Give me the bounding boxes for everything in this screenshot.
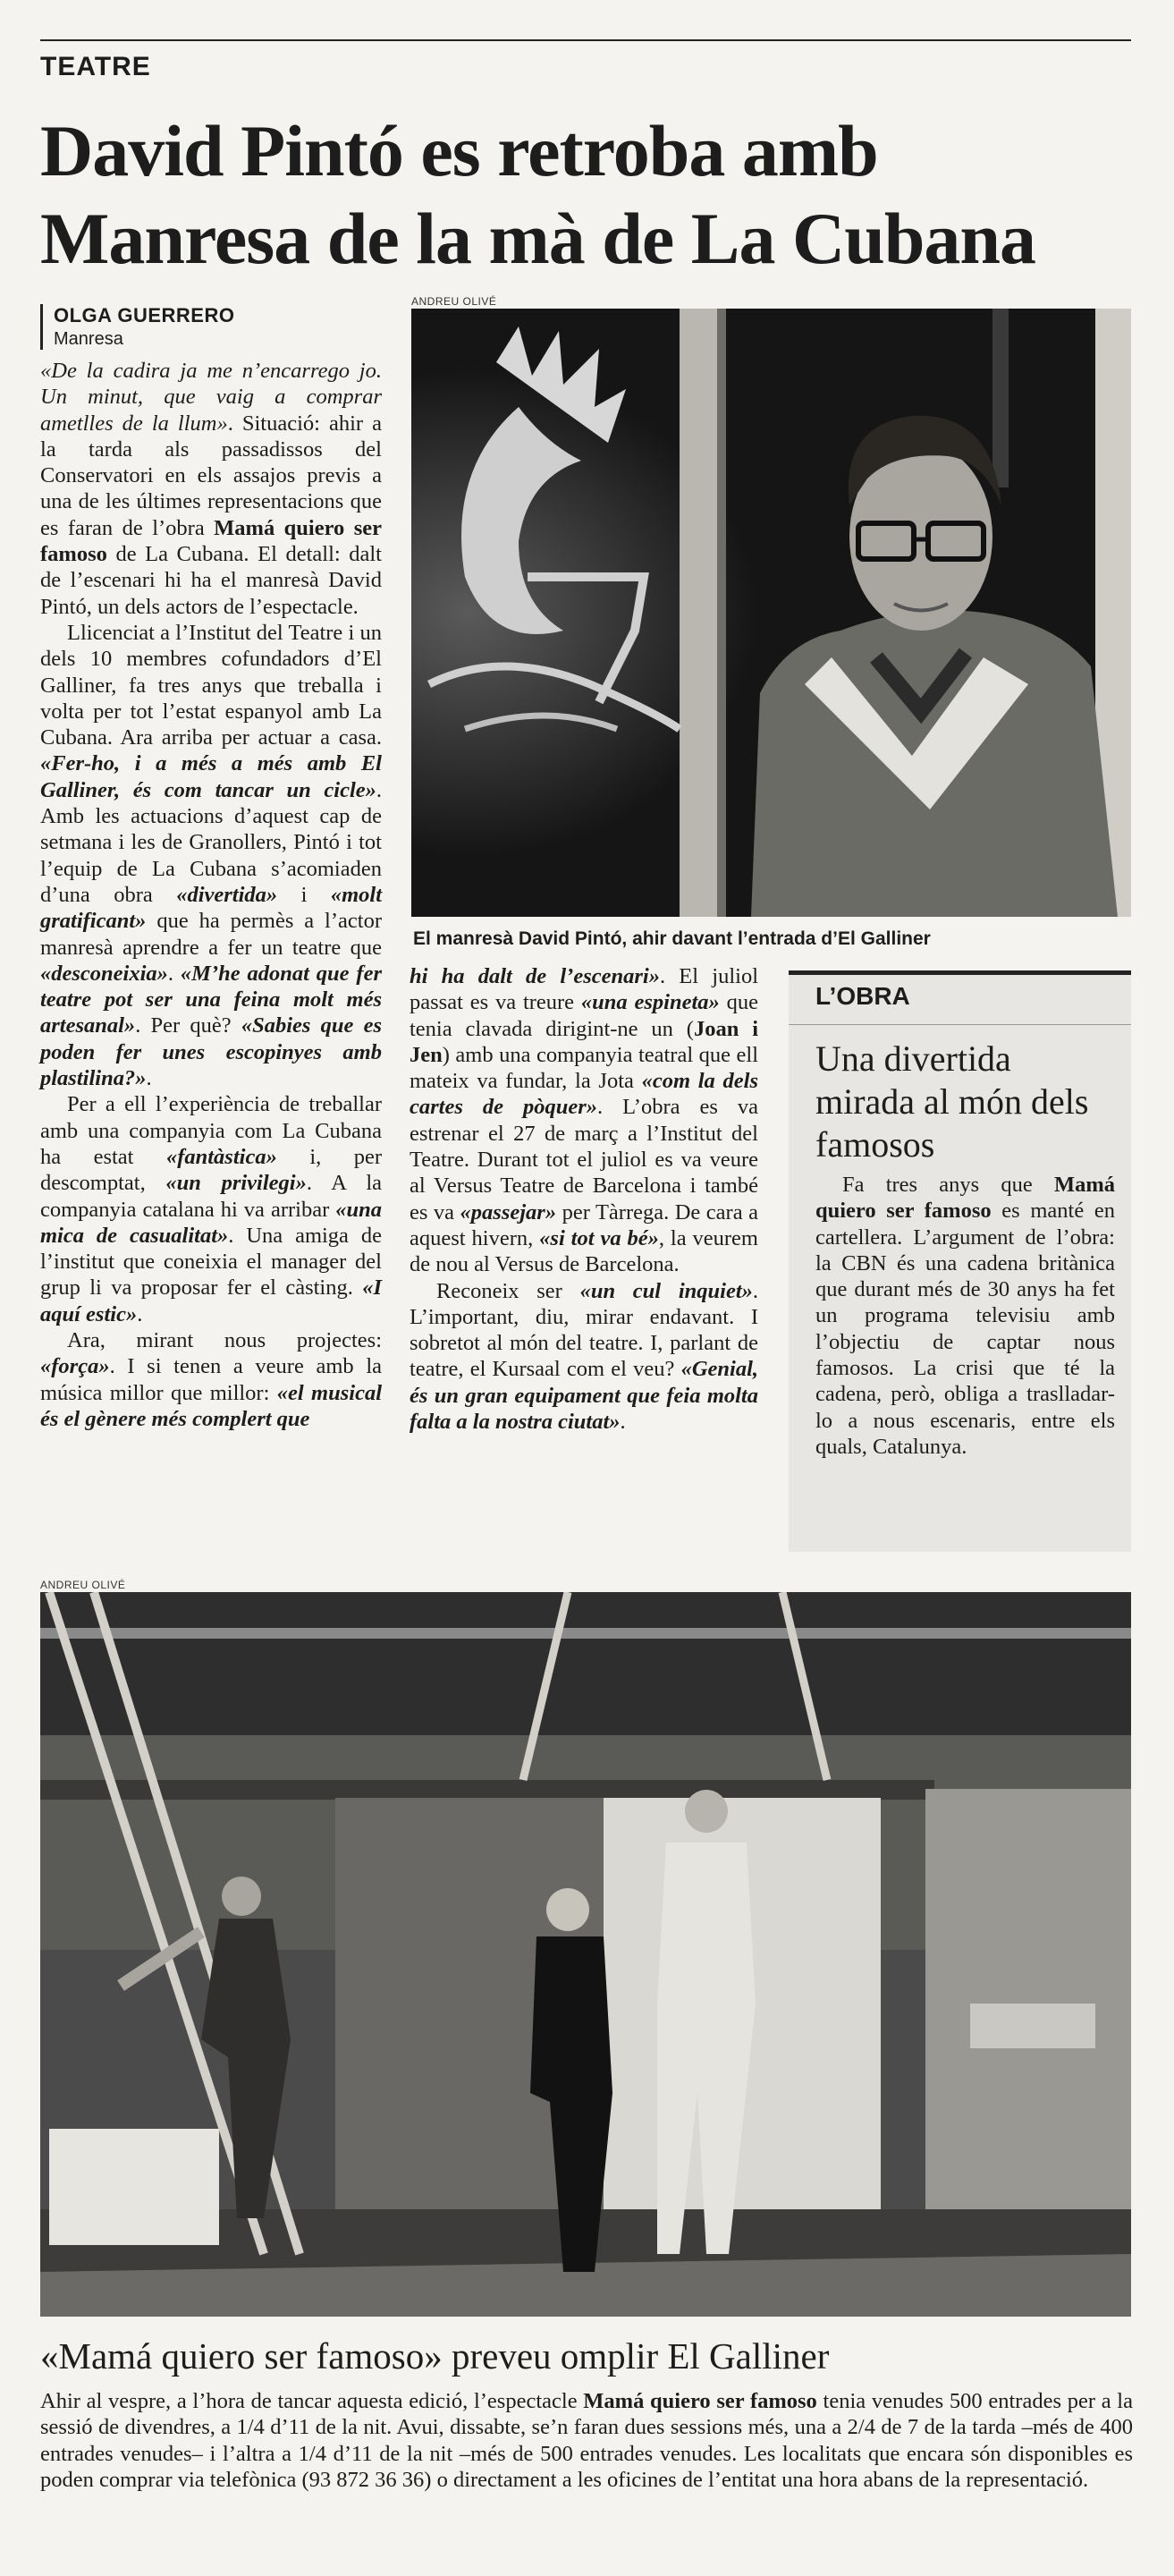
sidebar-label: L’OBRA — [815, 982, 910, 1010]
text-run: «com la dels cartes de pòquer» — [410, 1069, 758, 1120]
article-paragraph — [410, 1278, 758, 1436]
text-run: «divertida» — [176, 882, 278, 907]
text-run: . El juliol passat es va treure — [410, 964, 759, 1015]
sidebar-rule — [789, 970, 1131, 975]
author-place: Manresa — [54, 329, 123, 349]
text-run: . A la companyia catalana hi va arribar — [40, 1171, 383, 1222]
headline-line-2: Manresa de la mà de La Cubana — [40, 198, 1036, 279]
text-run: Reconeix ser — [436, 1278, 580, 1303]
text-run: . Una amiga de l’institut que coneixia el manager del grup li va proposar fer el càsting. — [40, 1223, 382, 1301]
text-run: «Fer-ho, i a més a més amb El Galliner, és com tancar un cicle» — [40, 751, 382, 802]
text-run: es manté en cartellera. L’argument de l’obra: la CBN és una cadena britànica que durant més de 30 anys ha fet un programa televisiu amb l’objectiu de captar nous famosos. La crisi que té la cadena, però, obliga a traslladar-lo a nous escenaris, entre els quals, Catalunya. — [815, 1199, 1115, 1459]
text-run: «molt gratificant» — [40, 882, 382, 934]
portrait-photo-illustration — [411, 309, 1131, 917]
article-column-2 — [410, 963, 758, 1435]
text-run: , la veurem de nou al Versus de Barcelona. — [410, 1225, 758, 1277]
photo-caption: El manresà David Pintó, ahir davant l’entrada d’El Galliner — [413, 928, 931, 949]
text-run: . Per què? — [135, 1013, 241, 1038]
text-run: Mamá quiero ser famoso — [583, 2389, 817, 2413]
author-name: OLGA GUERRERO — [54, 304, 235, 326]
byline — [40, 304, 234, 350]
text-run: «De la cadira ja me n’encarrego jo. Un minut, que vaig a comprar ametlles de la llum» — [40, 359, 382, 436]
article-paragraph — [40, 358, 382, 620]
article-paragraph — [40, 1327, 382, 1432]
text-run: «si tot va bé» — [539, 1225, 659, 1250]
text-run: . L’obra es va estrenar el 27 de març a l’Institut del Teatre. Durant tot el juliol es va veure al Versus Teatre de Barcelona i també es va — [410, 1095, 758, 1224]
text-run: i — [277, 882, 331, 907]
article-column-1 — [40, 358, 382, 1432]
text-run: Mamá quiero ser famoso — [40, 515, 382, 567]
sidebar-paragraph — [815, 1172, 1115, 1460]
article-paragraph — [40, 1091, 382, 1327]
article-paragraph — [40, 620, 382, 1091]
bottom-body — [40, 2388, 1133, 2493]
headline-line-1: David Pintó es retroba amb — [40, 110, 878, 191]
text-run: . — [137, 1301, 143, 1326]
text-run: Ahir al vespre, a l’hora de tancar aquesta edició, l’espectacle — [40, 2389, 584, 2413]
sidebar-title: Una divertida mirada al món dels famosos — [815, 1038, 1089, 1165]
text-run: «M’he adonat que fer teatre pot ser una feina molt més artesanal» — [40, 961, 383, 1038]
text-run: ) amb una companyia teatral que ell mateix va fundar, la Jota — [410, 1042, 758, 1094]
text-run: «una mica de casualitat» — [40, 1197, 382, 1248]
text-run: «desconeixia» — [40, 961, 168, 986]
text-run: «I aquí estic» — [40, 1275, 382, 1326]
text-run: . — [620, 1410, 626, 1435]
text-run: «Sabies que es poden fer unes escopinyes amb plastilina?» — [40, 1013, 382, 1091]
text-run: hi ha dalt de l’escenari» — [410, 964, 660, 988]
photo-credit-top: ANDREU OLIVÉ — [411, 295, 497, 308]
text-run: Joan i Jen — [410, 1016, 758, 1067]
text-run: . Amb les actuacions d’aquest cap de setmana i les de Granollers, Pintó i tot l’equip de La Cubana s’acomiaden d’una obra — [40, 777, 382, 907]
photo-credit-bottom: ANDREU OLIVÉ — [40, 1579, 126, 1591]
rehearsal-photo — [40, 1592, 1131, 2317]
text-run: . — [146, 1066, 152, 1091]
top-rule — [40, 39, 1131, 41]
text-run: Per a ell l’experiència de treballar amb una companyia com La Cubana ha estat — [40, 1092, 382, 1169]
text-run: i, per descomptat, — [40, 1144, 382, 1196]
text-run: «un privilegi» — [165, 1171, 307, 1196]
text-run: «Genial, és un gran equipament que feia molta falta a la nostra ciutat» — [410, 1357, 758, 1435]
sidebar-body — [815, 1172, 1115, 1460]
article-paragraph — [410, 963, 758, 1278]
text-run: . — [167, 961, 181, 986]
text-run: «una espineta» — [580, 990, 720, 1015]
bottom-title: «Mamá quiero ser famoso» preveu omplir El Galliner — [40, 2335, 830, 2377]
text-run: que tenia clavada dirigint-ne un ( — [410, 990, 758, 1041]
text-run: . Situació: ahir a la tarda als passadissos del Conservatori en els assajos previs a una de les últimes representacions que es faran de l’obra — [40, 411, 382, 540]
text-run: «el musical és el gènere més complert que — [40, 1380, 383, 1431]
text-run: Ara, mirant nous projectes: — [67, 1327, 382, 1352]
text-run: Fa tres anys que — [842, 1173, 1054, 1197]
text-run: «passejar» — [460, 1199, 557, 1224]
text-run: per Tàrrega. De cara a aquest hivern, — [410, 1199, 758, 1250]
text-run: . I si tenen a veure amb la música millor que millor: — [40, 1354, 382, 1405]
headline — [40, 107, 1140, 283]
rehearsal-photo-illustration — [40, 1592, 1131, 2317]
text-run: que ha permès a l’actor manresà aprendre a fer un teatre que — [40, 909, 382, 960]
sidebar-divider — [789, 1024, 1131, 1025]
text-run: «fantàstica» — [165, 1144, 277, 1169]
section-label: TEATRE — [40, 52, 151, 81]
text-run: «un cul inquiet» — [579, 1278, 753, 1303]
text-run: Llicenciat a l’Institut del Teatre i un dels 10 membres cofundadors d’El Galliner, fa tres anys que treballa i volta per tot l’estat espanyol amb La Cubana. Ara arriba per actuar a casa. — [40, 620, 382, 750]
text-run: . L’important, diu, mirar endavant. I sobretot al món del teatre. I, parlant de teatre, el Kursaal com el veu? — [410, 1278, 759, 1382]
portrait-photo — [411, 309, 1131, 917]
text-run: Mamá quiero ser famoso — [815, 1173, 1115, 1224]
text-run: tenia venudes 500 entrades per a la sessió de divendres, a 1/4 d’11 de la nit. Avui, dissabte, se’n faran dues sessions més, una a 2/4 de 7 de la tarda –més de 400 entrades venudes– i l’altra a 1/4 d’11 de la nit –més de 500 entrades venudes. Les localitats que encara són disponibles es poden comprar via telefònica (93 872 36 36) o directament a les oficines de l’entitat una hora abans de la representació. — [40, 2389, 1133, 2492]
text-run: de La Cubana. El detall: dalt de l’escenari hi ha el manresà David Pintó, un dels actors de l’espectacle. — [40, 542, 382, 619]
text-run: «força» — [40, 1354, 110, 1379]
